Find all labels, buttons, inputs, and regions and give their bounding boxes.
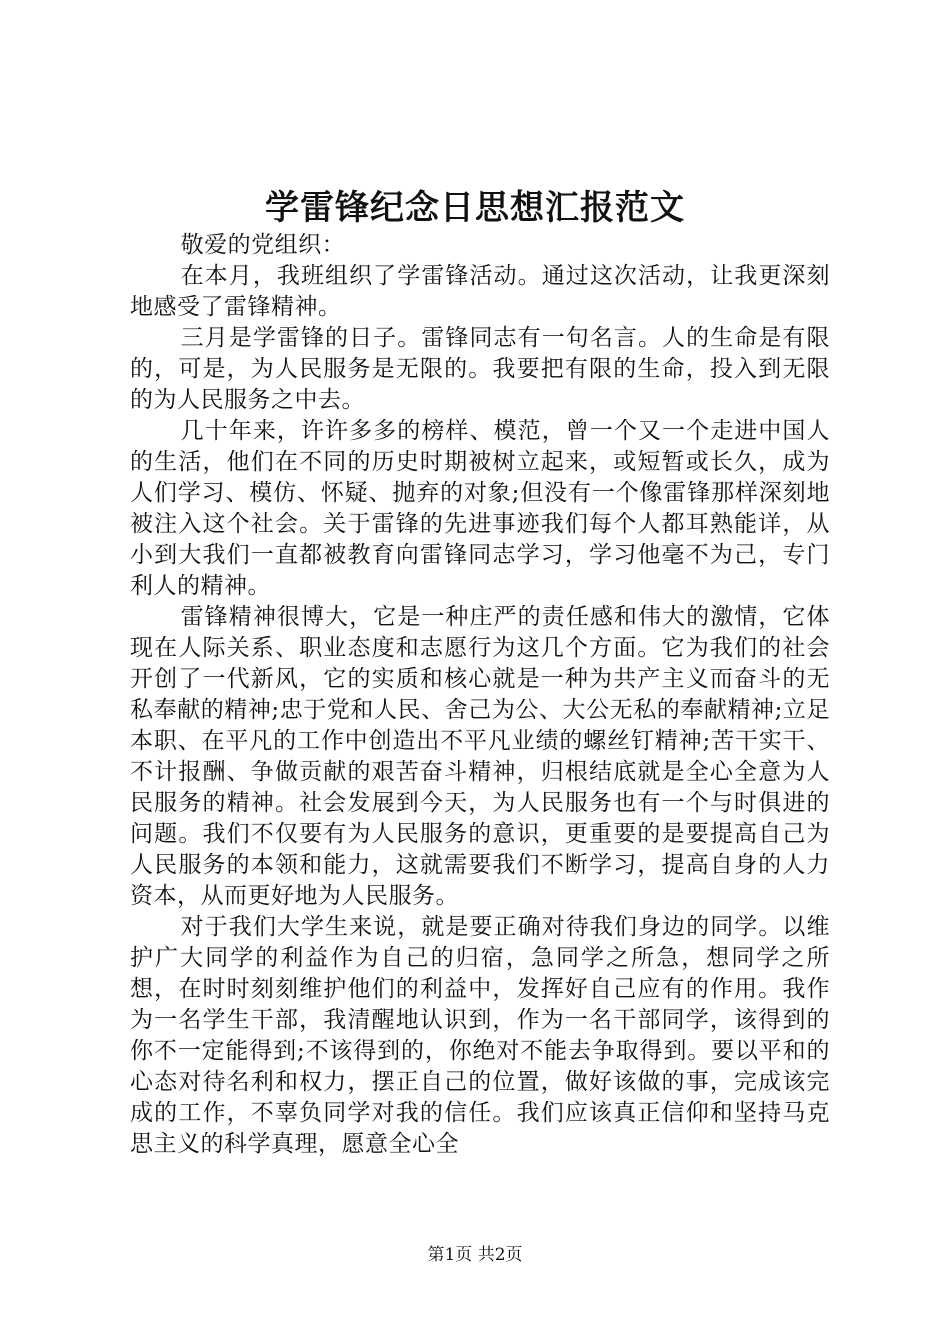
document-body <box>130 230 830 1160</box>
salutation: 敬爱的党组织： <box>180 232 346 258</box>
document-title: 学雷锋纪念日思想汇报范文 <box>265 188 685 228</box>
page-footer: 第1页 共2页 <box>427 1245 523 1265</box>
paragraph: 在本月，我班组织了学雷锋活动。通过这次活动，让我更深刻地感受了雷锋精神。 <box>130 263 830 320</box>
paragraph: 三月是学雷锋的日子。雷锋同志有一句名言。人的生命是有限的，可是，为人民服务是无限的。我要把有限的生命，投入到无限的为人民服务之中去。 <box>130 325 830 413</box>
paragraph: 几十年来，许许多多的榜样、模范，曾一个又一个走进中国人的生活，他们在不同的历史时期被树立起来，或短暂或长久，成为人们学习、模仿、怀疑、抛弃的对象;但没有一个像雷锋那样深刻地被注入这个社会。关于雷锋的先进事迹我们每个人都耳熟能详，从小到大我们一直都被教育向雷锋同志学习，学习他毫不为己，专门利人的精神。 <box>130 418 830 599</box>
paragraph: 对于我们大学生来说，就是要正确对待我们身边的同学。以维护广大同学的利益作为自己的归宿，急同学之所急，想同学之所想，在时时刻刻维护他们的利益中，发挥好自己应有的作用。我作为一名学生干部，我清醒地认识到，作为一名干部同学，该得到的你不一定能得到;不该得到的，你绝对不能去争取得到。要以平和的心态对待名利和权力，摆正自己的位置，做好该做的事，完成该完成的工作，不辜负同学对我的信任。我们应该真正信仰和坚持马克思主义的科学真理，愿意全心全 <box>130 914 830 1157</box>
paragraph: 雷锋精神很博大，它是一种庄严的责任感和伟大的激情，它体现在人际关系、职业态度和志愿行为这几个方面。它为我们的社会开创了一代新风，它的实质和核心就是一种为共产主义而奋斗的无私奉献的精神;忠于党和人民、舍己为公、大公无私的奉献精神;立足本职、在平凡的工作中创造出不平凡业绩的螺丝钉精神;苦干实干、不计报酬、争做贡献的艰苦奋斗精神，归根结底就是全心全意为人民服务的精神。社会发展到今天，为人民服务也有一个与时俱进的问题。我们不仅要有为人民服务的意识，更重要的是要提高自己为人民服务的本领和能力，这就需要我们不断学习，提高自身的人力资本，从而更好地为人民服务。 <box>130 604 830 909</box>
